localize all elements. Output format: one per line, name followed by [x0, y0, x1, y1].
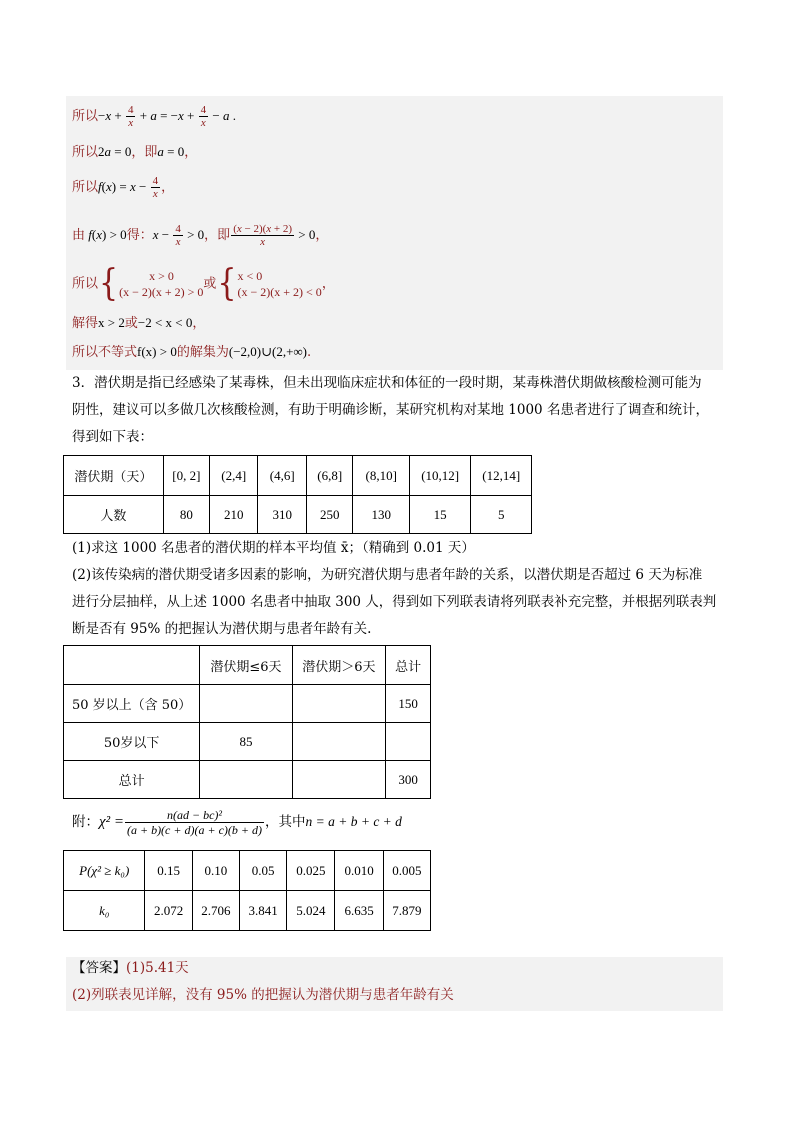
- table-cell: 150: [386, 685, 431, 723]
- p-value-cell: 0.15: [145, 851, 192, 891]
- question-line-1: 3．潜伏期是指已经感染了某毒株，但未出现临床症状和体征的一段时期，某毒株潜伏期做核酸检测可能为: [72, 375, 702, 391]
- table-cell: [200, 685, 292, 723]
- interval-cell: (6,8]: [306, 456, 353, 496]
- p-value-cell: 0.010: [335, 851, 383, 891]
- p-value-cell: 0.10: [192, 851, 239, 891]
- left-brace: {: [99, 262, 119, 305]
- table-row: [64, 891, 431, 931]
- answer-label: 【答案】: [72, 960, 126, 976]
- table-cell: 85: [200, 723, 292, 761]
- question-line-3: 得到如下表：: [72, 429, 153, 445]
- interval-cell: (8,10]: [353, 456, 409, 496]
- table-row: [64, 685, 431, 723]
- k-value-cell: 3.841: [239, 891, 286, 931]
- table-header-cell: 人数: [64, 496, 164, 534]
- interval-cell: (2,4]: [209, 456, 257, 496]
- fraction: $\frac{4}{x}$: [152, 175, 159, 200]
- solution-line-5: 所以{ x > 0 (x − 2)(x + 2) > 0 或{ x < 0 (x − 2)(x + 2) < 0 ，: [72, 262, 335, 305]
- count-cell: 80: [163, 496, 209, 534]
- left-brace: {: [217, 262, 237, 305]
- inequality-system-1: x > 0 (x − 2)(x + 2) > 0: [119, 269, 204, 299]
- fraction: $\frac{4}{x}$: [175, 223, 181, 248]
- solution-line-1: 所以−x + $\frac{4}{x}$ + a = −x + $\frac{4}{x}$ − a .: [72, 104, 236, 129]
- critical-value-table: [63, 850, 431, 931]
- table-header-cell: 总计: [386, 646, 431, 685]
- count-cell: 15: [409, 496, 470, 534]
- incubation-table: [63, 455, 532, 534]
- count-cell: 5: [471, 496, 532, 534]
- fraction: $\frac{4}{x}$: [127, 104, 134, 129]
- interval-cell: (10,12]: [409, 456, 470, 496]
- table-cell: [292, 723, 385, 761]
- solution-line-3: 所以f(x) = x − $\frac{4}{x}$ ，: [72, 175, 175, 200]
- table-row: [64, 851, 431, 891]
- inequality-system-2: x < 0 (x − 2)(x + 2) < 0: [237, 269, 322, 299]
- count-cell: 250: [306, 496, 353, 534]
- k-value-cell: 6.635: [335, 891, 383, 931]
- table-row: [64, 456, 532, 496]
- table-row: [64, 761, 431, 799]
- table-row: [64, 723, 431, 761]
- fraction: $\frac{(x - 2)(x + 2)}{x}$: [233, 223, 293, 248]
- solution-line-6: 解得x > 2或−2 < x < 0，: [72, 315, 206, 331]
- table-row: [64, 646, 431, 685]
- table-row: [64, 496, 532, 534]
- part-2-line-1: (2)该传染病的潜伏期受诸多因素的影响，为研究潜伏期与患者年龄的关系，以潜伏期是否超过 6 天为标准: [72, 567, 703, 583]
- p-value-cell: 0.05: [239, 851, 286, 891]
- table-header-cell: P(χ² ≥ k₀): [64, 851, 145, 891]
- part-2-line-2: 进行分层抽样，从上述 1000 名患者中抽取 300 人，得到如下列联表请将列联表补充完整，并根据列联表判: [72, 594, 717, 610]
- solution-line-4: 由 f(x) > 0得：x − $\frac{4}{x}$ > 0，即 $\frac{(x - 2)(x + 2)}{x}$ > 0，: [72, 223, 329, 248]
- count-cell: 210: [209, 496, 257, 534]
- k-value-cell: 2.706: [192, 891, 239, 931]
- count-cell: 310: [258, 496, 306, 534]
- part-1-text: (1)求这 1000 名患者的潜伏期的样本平均值 x̄；（精确到 0.01 天）: [72, 540, 475, 556]
- row-label-cell: 50 岁以上（含 50）: [64, 685, 200, 723]
- table-cell: [292, 761, 385, 799]
- solution-line-2: 所以2a = 0，即a = 0，: [72, 144, 198, 160]
- k-value-cell: 5.024: [287, 891, 335, 931]
- table-header-cell: 潜伏期≤6天: [200, 646, 292, 685]
- table-cell: [386, 723, 431, 761]
- table-cell: [292, 685, 385, 723]
- fraction: $\frac{4}{x}$: [200, 104, 207, 129]
- chi-square-formula: 附：χ² = $\frac{\text{n(ad − bc)²}}{(a + b)(c + d)(a + c)(b + d)}$ ，其中n = a + b + c + d: [72, 808, 402, 837]
- interval-cell: [0, 2]: [163, 456, 209, 496]
- table-header-cell: 潜伏期＞6天: [292, 646, 385, 685]
- solution-line-7: 所以不等式f(x) > 0的解集为(−2,0)∪(2,+∞).: [72, 344, 312, 360]
- part-2-line-3: 断是否有 95% 的把握认为潜伏期与患者年龄有关.: [72, 621, 372, 637]
- row-label-cell: 50岁以下: [64, 723, 200, 761]
- interval-cell: (4,6]: [258, 456, 306, 496]
- interval-cell: (12,14]: [471, 456, 532, 496]
- row-label-cell: 总计: [64, 761, 200, 799]
- p-value-cell: 0.005: [383, 851, 430, 891]
- p-value-cell: 0.025: [287, 851, 335, 891]
- table-header-cell: [64, 646, 200, 685]
- table-cell: 300: [386, 761, 431, 799]
- k-value-cell: 2.072: [145, 891, 192, 931]
- answer-line-1: 【答案】(1)5.41天: [72, 960, 189, 976]
- table-header-cell: k₀: [64, 891, 145, 931]
- fraction: $\frac{\text{n(ad − bc)²}}{(a + b)(c + d)(a + c)(b + d)}$: [126, 808, 262, 837]
- question-line-2: 阴性，建议可以多做几次核酸检测，有助于明确诊断，某研究机构对某地 1000 名患者进行了调查和统计，: [72, 402, 709, 418]
- count-cell: 130: [353, 496, 409, 534]
- k-value-cell: 7.879: [383, 891, 430, 931]
- contingency-table: [63, 645, 431, 799]
- table-cell: [200, 761, 292, 799]
- table-header-cell: 潜伏期（天）: [64, 456, 164, 496]
- answer-line-2: (2)列联表见详解，没有 95% 的把握认为潜伏期与患者年龄有关: [72, 987, 454, 1003]
